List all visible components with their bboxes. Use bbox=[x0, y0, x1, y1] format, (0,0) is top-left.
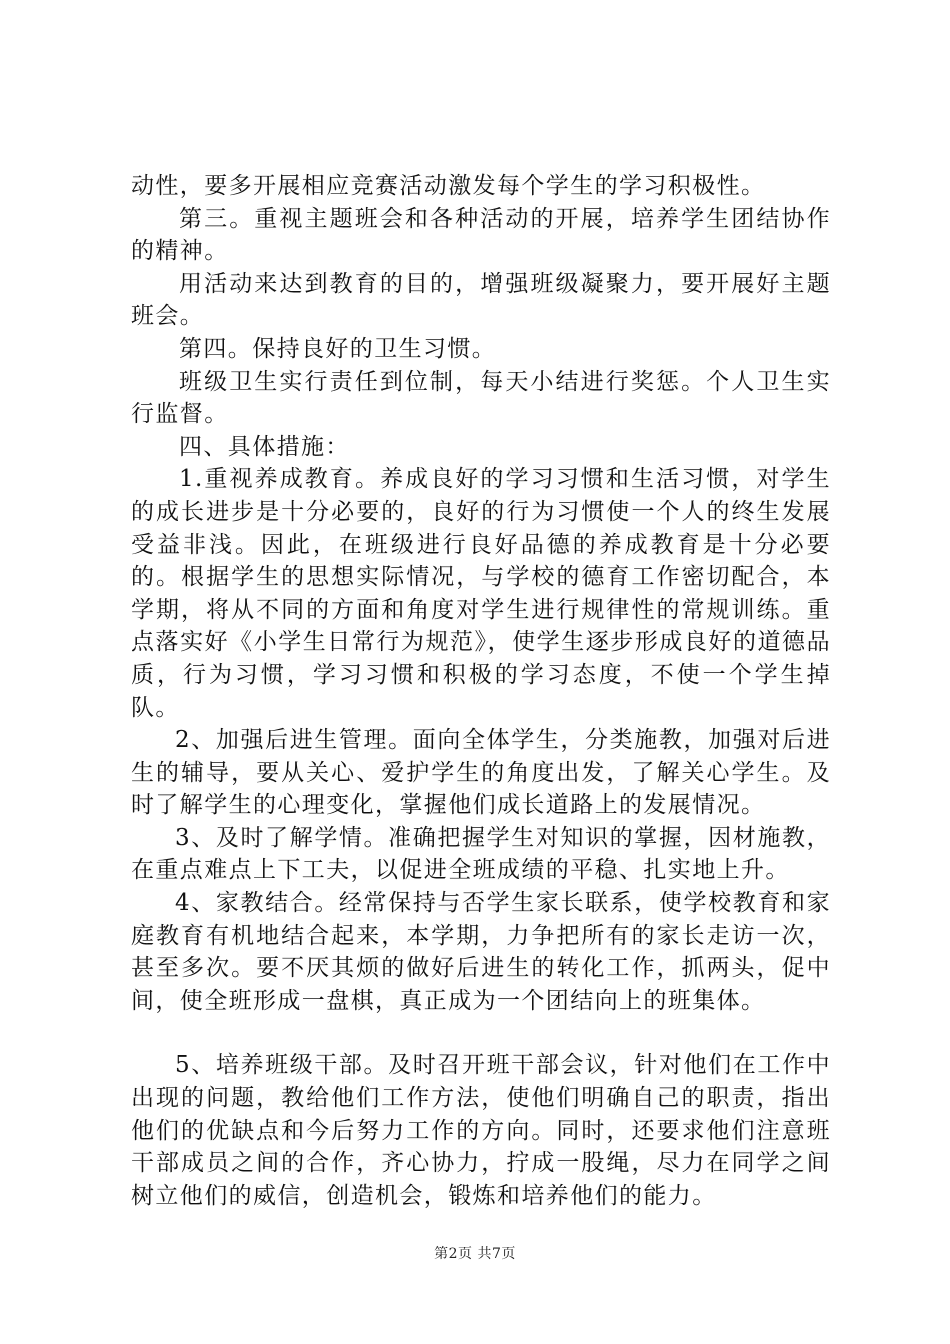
paragraph-point-three: 第三。重视主题班会和各种活动的开展，培养学生团结协作的精神。 bbox=[131, 205, 831, 265]
document-body bbox=[131, 170, 831, 1212]
paragraph-measure-3: 3、及时了解学情。准确把握学生对知识的掌握，因材施教，在重点难点上下工夫，以促进全班成绩的平稳、扎实地上升。 bbox=[131, 824, 831, 884]
paragraph-measure-5: 5、培养班级干部。及时召开班干部会议，针对他们在工作中出现的问题，教给他们工作方法，使他们明确自己的职责，指出他们的优缺点和今后努力工作的方向。同时，还要求他们注意班干部成员之间的合作，齐心协力，拧成一股绳，尽力在同学之间树立他们的威信，创造机会，锻炼和培养他们的能力。 bbox=[131, 1052, 831, 1209]
paragraph-spacer bbox=[131, 1017, 831, 1049]
paragraph-measure-4: 4、家教结合。经常保持与否学生家长联系，使学校教育和家庭教育有机地结合起来，本学期，力争把所有的家长走访一次，甚至多次。要不厌其烦的做好后进生的转化工作，抓两头，促中间，使全班形成一盘棋，真正成为一个团结向上的班集体。 bbox=[131, 890, 831, 1014]
paragraph-measure-1: 1.重视养成教育。养成良好的学习习惯和生活习惯，对学生的成长进步是十分必要的，良好的行为习惯使一个人的终生发展受益非浅。因此，在班级进行良好品德的养成教育是十分必要的。根据学生的思想实际情况，与学校的德育工作密切配合，本学期，将从不同的方面和角度对学生进行规律性的常规训练。重点落实好《小学生日常行为规范》，使学生逐步形成良好的道德品质，行为习惯，学习习惯和积极的学习态度，不使一个学生掉队。 bbox=[131, 466, 831, 721]
paragraph-activities: 用活动来达到教育的目的，增强班级凝聚力，要开展好主题班会。 bbox=[131, 270, 831, 330]
section-heading-measures: 四、具体措施： bbox=[179, 433, 350, 460]
paragraph-continuation: 动性，要多开展相应竞赛活动激发每个学生的学习积极性。 bbox=[131, 173, 766, 199]
paragraph-point-four: 第四。保持良好的卫生习惯。 bbox=[179, 335, 497, 362]
paragraph-measure-2: 2、加强后进生管理。面向全体学生，分类施教，加强对后进生的辅导，要从关心、爱护学生的角度出发，了解关心学生。及时了解学生的心理变化，掌握他们成长道路上的发展情况。 bbox=[131, 727, 831, 819]
paragraph-hygiene: 班级卫生实行责任到位制，每天小结进行奖惩。个人卫生实行监督。 bbox=[131, 368, 831, 428]
page-number-footer: 第2页 共7页 bbox=[434, 1246, 516, 1262]
